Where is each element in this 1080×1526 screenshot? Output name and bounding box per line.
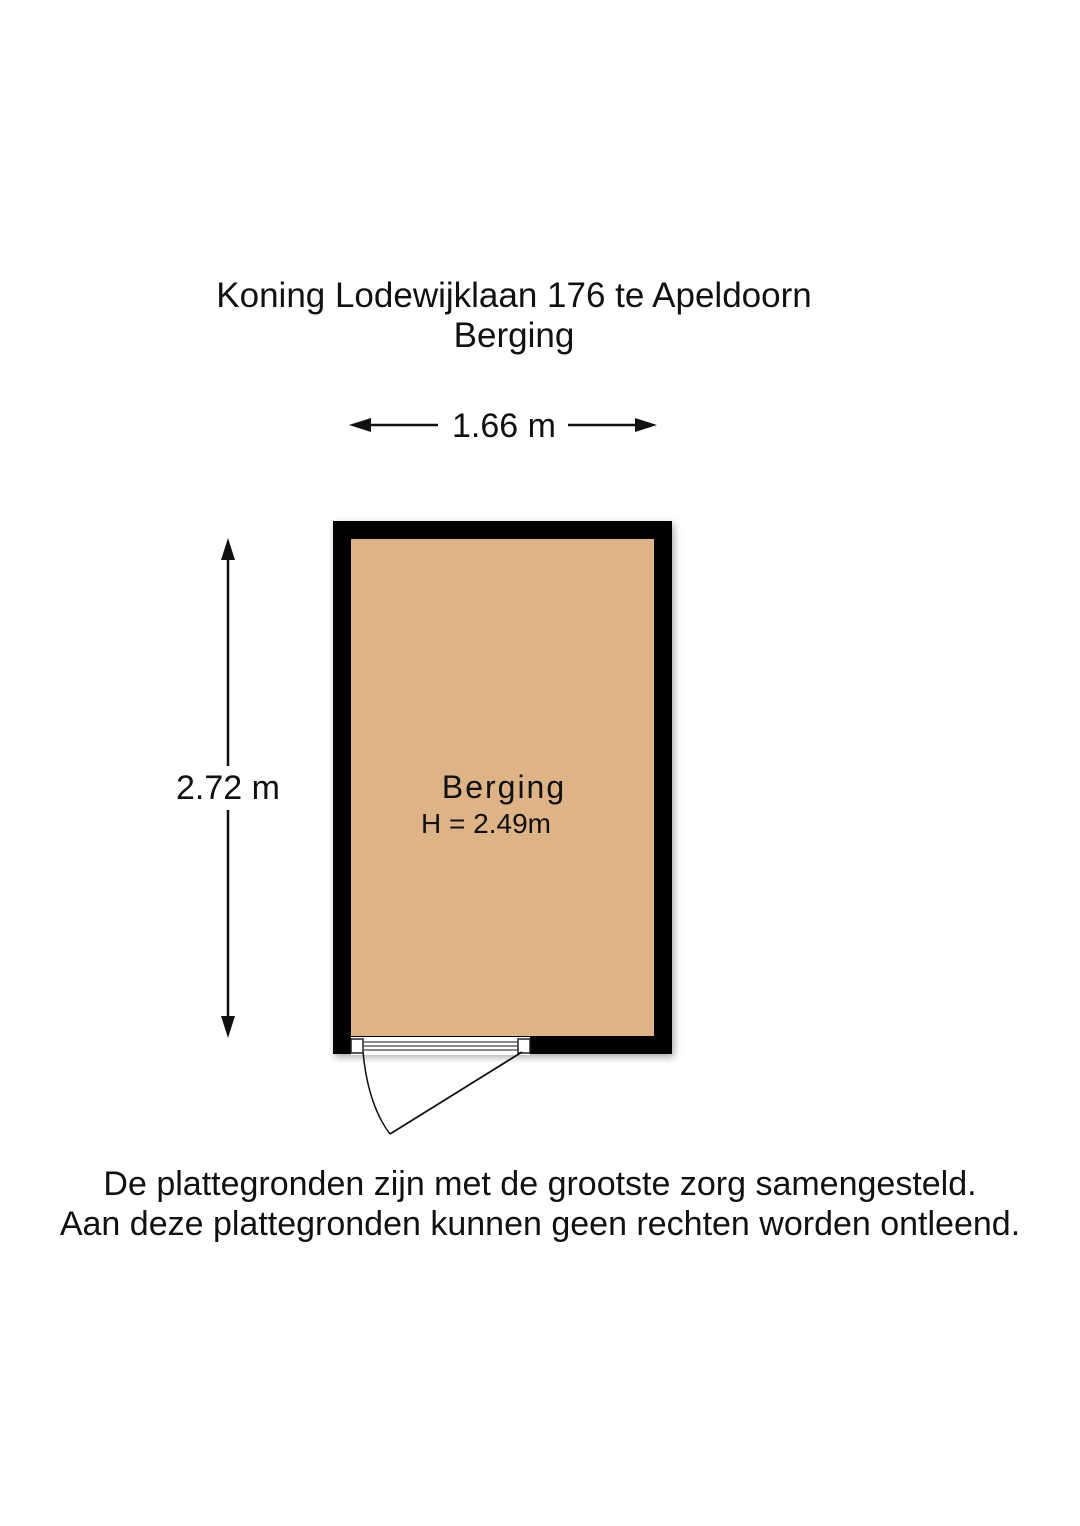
room-ceiling-height-label: H = 2.49m: [421, 808, 551, 839]
height-dimension-label: 2.72 m: [160, 768, 296, 808]
room-name-label: Berging: [441, 769, 567, 805]
disclaimer-line-2: Aan deze plattegronden kunnen geen rechten worden ontleend.: [59, 1205, 1021, 1243]
disclaimer-line-1: De plattegronden zijn met de grootste zorg samengesteld.: [103, 1165, 977, 1203]
door-leaf: [390, 1052, 522, 1134]
width-dimension-label: 1.66 m: [440, 406, 568, 446]
door-swing-arc: [363, 1052, 390, 1134]
plan-title-floor: Berging: [453, 316, 575, 355]
plan-title-address: Koning Lodewijklaan 176 te Apeldoorn: [216, 276, 812, 315]
door: [351, 1037, 530, 1134]
